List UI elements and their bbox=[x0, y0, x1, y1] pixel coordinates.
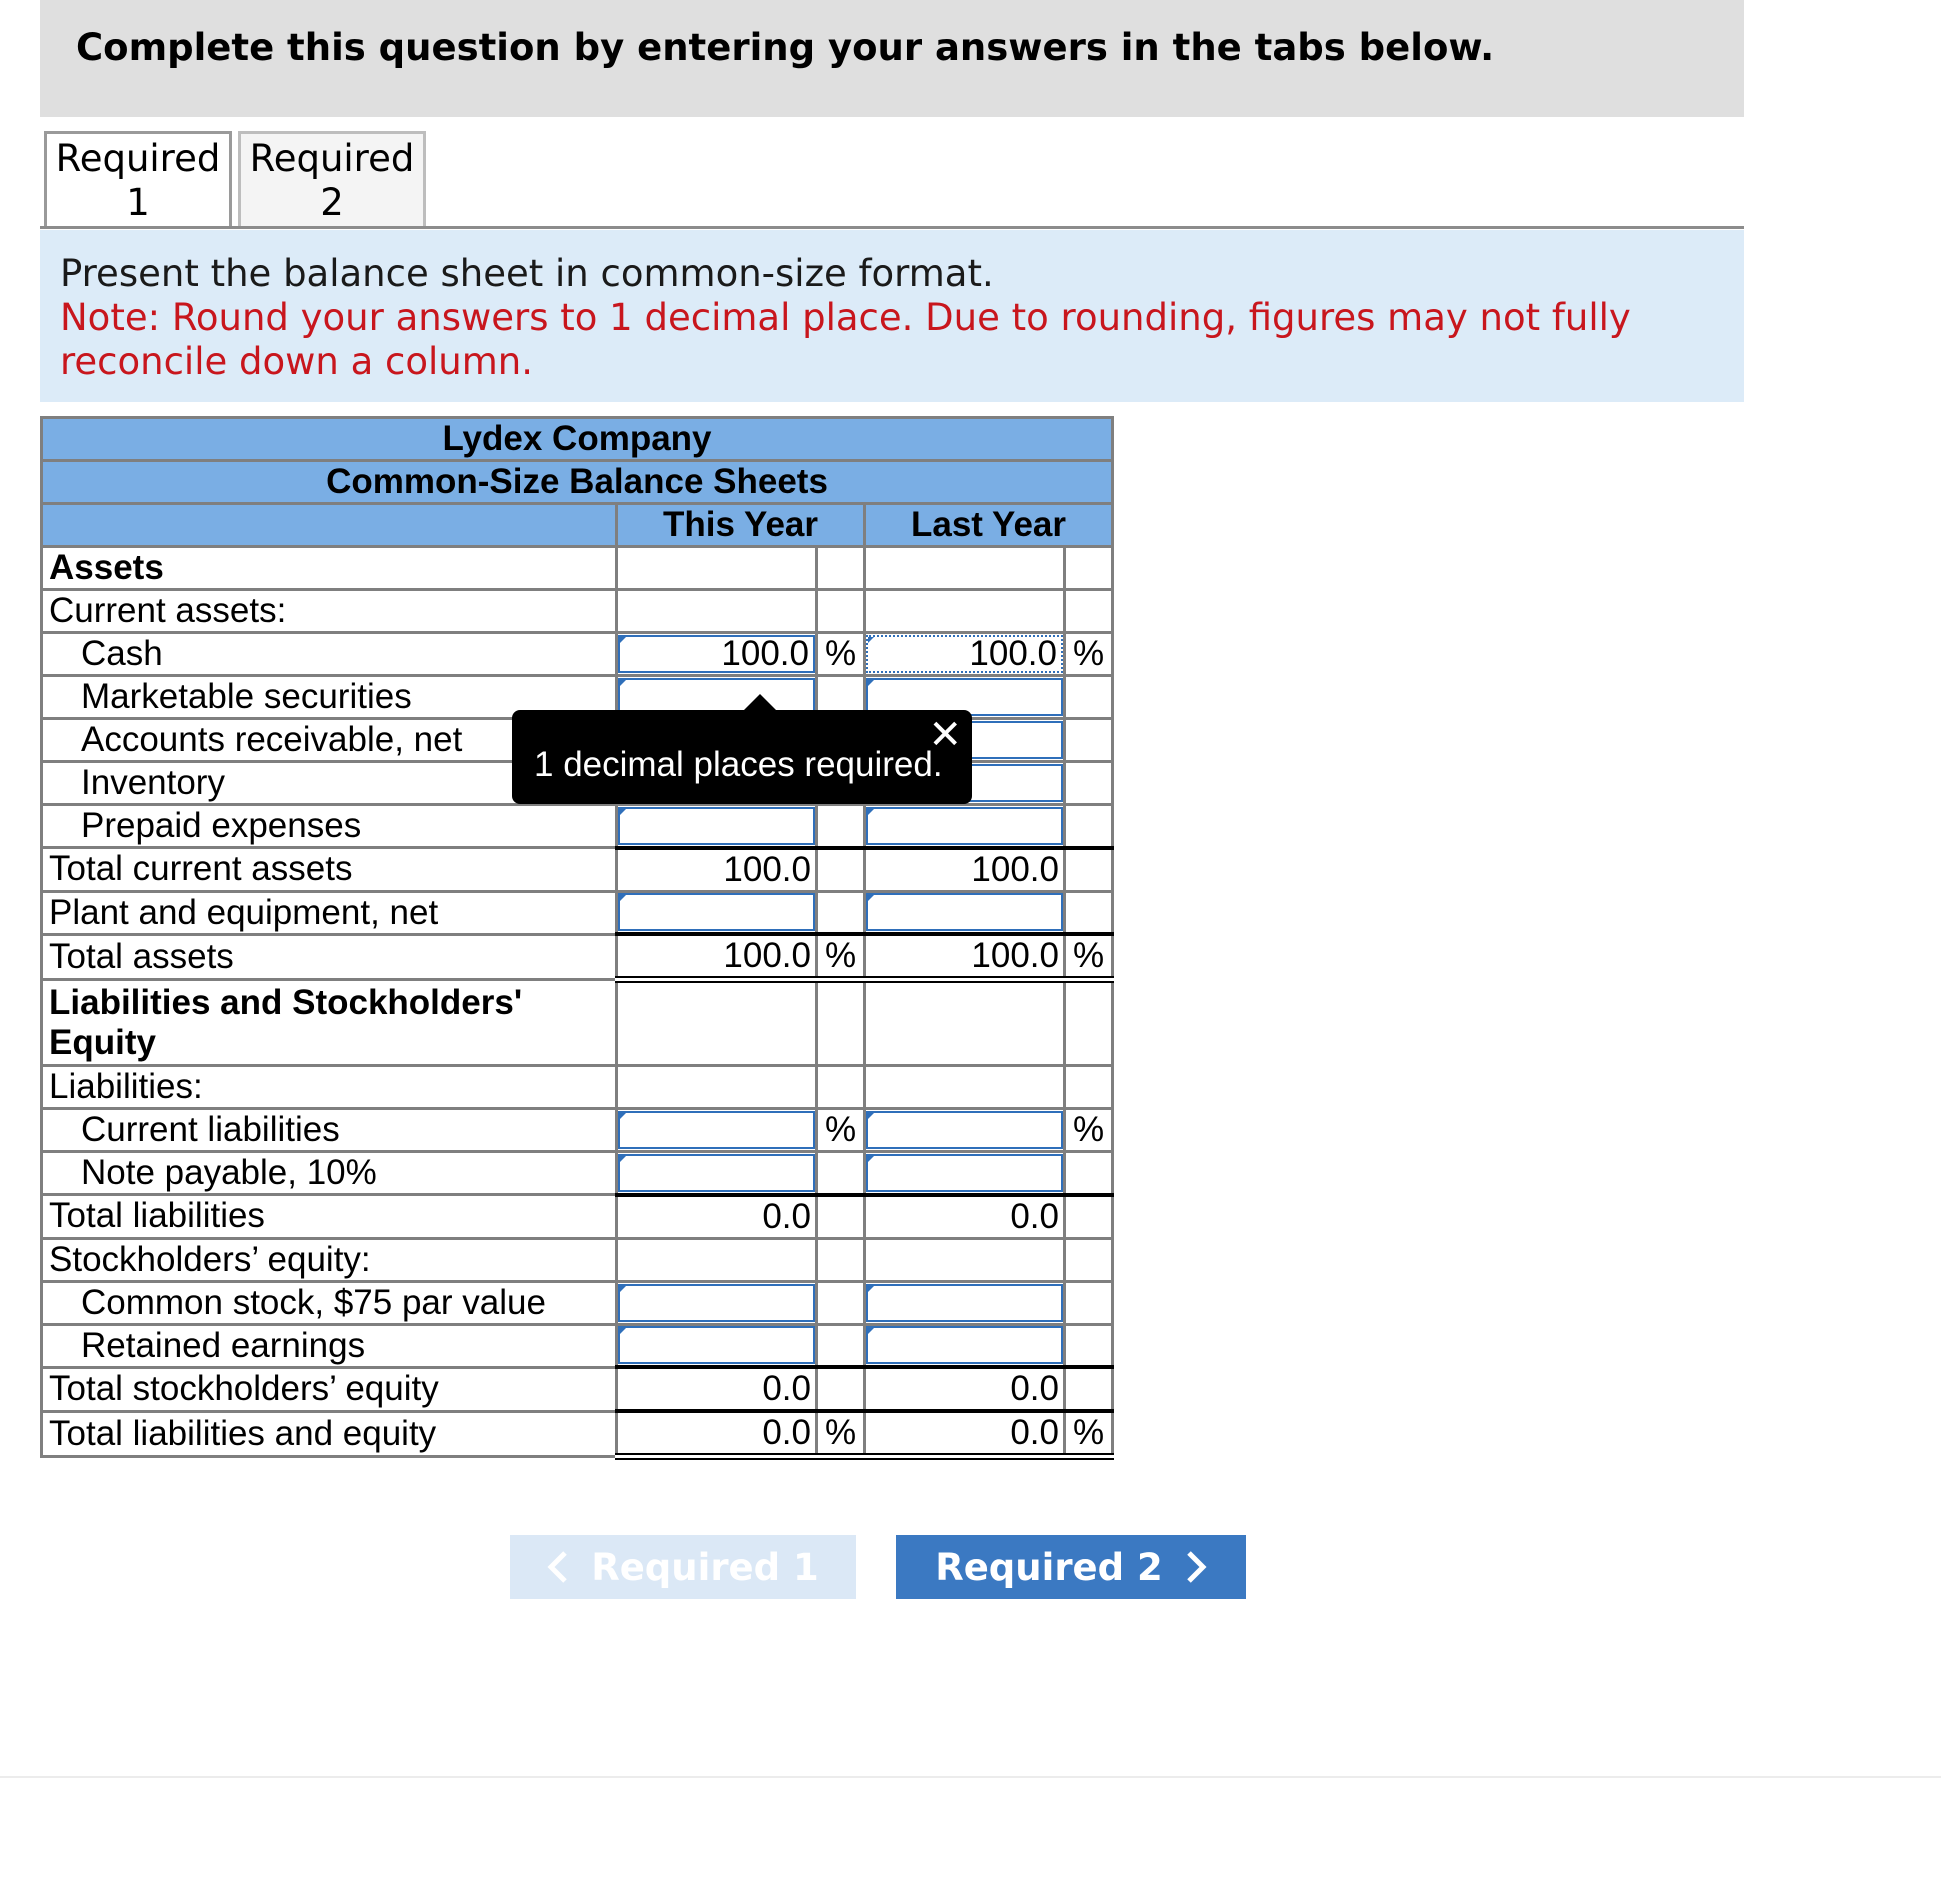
retained-earnings-last-year-input[interactable] bbox=[866, 1326, 1063, 1364]
table-row bbox=[42, 1367, 1113, 1411]
table-header-row bbox=[42, 504, 1113, 547]
statement-title: Common-Size Balance Sheets bbox=[42, 461, 1113, 504]
table-header-row bbox=[42, 461, 1113, 504]
tab-required-2[interactable] bbox=[238, 131, 426, 228]
percent-sign: % bbox=[1065, 934, 1113, 980]
row-label-total-assets: Total assets bbox=[42, 934, 617, 980]
total-assets-last-year: 100.0 bbox=[865, 934, 1065, 980]
percent-sign: % bbox=[817, 1411, 865, 1457]
percent-sign: % bbox=[1065, 1411, 1113, 1457]
percent-sign: % bbox=[1065, 1109, 1113, 1152]
close-icon[interactable]: ✕ bbox=[928, 713, 962, 757]
row-label-liabilities-equity: Liabilities and Stockholders' Equity bbox=[42, 980, 617, 1066]
table-row bbox=[42, 1324, 1113, 1367]
table-row bbox=[42, 1238, 1113, 1281]
tab-required-1-line2: 1 bbox=[126, 181, 150, 224]
table-header-row bbox=[42, 418, 1113, 461]
column-header-this-year: This Year bbox=[617, 504, 865, 547]
total-le-last-year: 0.0 bbox=[865, 1411, 1065, 1457]
row-label-cash: Cash bbox=[42, 633, 617, 676]
cash-last-year-input[interactable]: 100.0 bbox=[866, 635, 1063, 673]
header-blank bbox=[42, 504, 617, 547]
note-payable-last-year-input[interactable] bbox=[866, 1154, 1063, 1192]
table-row bbox=[42, 1109, 1113, 1152]
percent-sign: % bbox=[817, 633, 865, 676]
row-label-total-current-assets: Total current assets bbox=[42, 848, 617, 892]
retained-earnings-this-year-input[interactable] bbox=[618, 1326, 815, 1364]
row-label-stockholders-equity: Stockholders’ equity: bbox=[42, 1238, 617, 1281]
table-row bbox=[42, 1152, 1113, 1195]
table-row bbox=[42, 590, 1113, 633]
plant-equipment-this-year-input[interactable] bbox=[618, 893, 815, 931]
row-label-plant-equipment: Plant and equipment, net bbox=[42, 891, 617, 934]
chevron-right-icon bbox=[1185, 1550, 1207, 1584]
column-header-last-year: Last Year bbox=[865, 504, 1113, 547]
tab-required-2-line2: 2 bbox=[320, 181, 344, 224]
chevron-left-icon bbox=[547, 1550, 569, 1584]
row-label-current-assets: Current assets: bbox=[42, 590, 617, 633]
total-liabilities-last-year: 0.0 bbox=[865, 1195, 1065, 1239]
plant-equipment-last-year-input[interactable] bbox=[866, 893, 1063, 931]
row-label-total-stockholders-equity: Total stockholders’ equity bbox=[42, 1367, 617, 1411]
row-label-prepaid-expenses: Prepaid expenses bbox=[42, 805, 617, 848]
table-row bbox=[42, 805, 1113, 848]
row-label-note-payable: Note payable, 10% bbox=[42, 1152, 617, 1195]
total-se-last-year: 0.0 bbox=[865, 1367, 1065, 1411]
row-label-current-liabilities: Current liabilities bbox=[42, 1109, 617, 1152]
total-current-assets-this-year: 100.0 bbox=[617, 848, 817, 892]
percent-sign: % bbox=[817, 934, 865, 980]
total-le-this-year: 0.0 bbox=[617, 1411, 817, 1457]
page-bottom-divider bbox=[0, 1776, 1941, 1778]
company-name: Lydex Company bbox=[42, 418, 1113, 461]
total-current-assets-last-year: 100.0 bbox=[865, 848, 1065, 892]
row-label-retained-earnings: Retained earnings bbox=[42, 1324, 617, 1367]
table-row bbox=[42, 891, 1113, 934]
prepaid-expenses-last-year-input[interactable] bbox=[866, 807, 1063, 845]
tab-divider bbox=[40, 226, 1744, 229]
previous-button-label: Required 1 bbox=[591, 1545, 819, 1589]
validation-tooltip bbox=[512, 710, 972, 804]
percent-sign: % bbox=[817, 1109, 865, 1152]
row-label-marketable-securities: Marketable securities bbox=[42, 676, 617, 719]
tab-required-1[interactable] bbox=[44, 131, 232, 228]
next-button-label: Required 2 bbox=[935, 1545, 1163, 1589]
prepaid-expenses-this-year-input[interactable] bbox=[618, 807, 815, 845]
table-row bbox=[42, 1411, 1113, 1457]
row-label-assets: Assets bbox=[42, 547, 617, 590]
previous-required-1-button[interactable] bbox=[510, 1535, 856, 1599]
common-stock-last-year-input[interactable] bbox=[866, 1284, 1063, 1322]
tab-required-2-line1: Required bbox=[249, 137, 415, 180]
table-row bbox=[42, 633, 1113, 676]
instruction-text: Present the balance sheet in common-size format. bbox=[60, 252, 994, 295]
tab-bar bbox=[44, 131, 1744, 228]
row-label-total-liabilities: Total liabilities bbox=[42, 1195, 617, 1239]
total-liabilities-this-year: 0.0 bbox=[617, 1195, 817, 1239]
instructions-banner bbox=[40, 0, 1744, 117]
tooltip-text: 1 decimal places required. bbox=[534, 745, 943, 784]
percent-sign: % bbox=[1065, 633, 1113, 676]
total-se-this-year: 0.0 bbox=[617, 1367, 817, 1411]
instructions-panel bbox=[40, 230, 1744, 402]
table-row bbox=[42, 1195, 1113, 1239]
table-row bbox=[42, 848, 1113, 892]
table-row bbox=[42, 980, 1113, 1066]
next-required-2-button[interactable] bbox=[896, 1535, 1246, 1599]
row-label-total-liabilities-equity: Total liabilities and equity bbox=[42, 1411, 617, 1457]
cash-this-year-input[interactable]: 100.0 bbox=[618, 635, 815, 673]
current-liabilities-this-year-input[interactable] bbox=[618, 1111, 815, 1149]
rounding-note: Note: Round your answers to 1 decimal place. Due to rounding, figures may not fully reconcile down a column. bbox=[60, 296, 1631, 383]
total-assets-this-year: 100.0 bbox=[617, 934, 817, 980]
balance-sheet-table bbox=[40, 416, 1114, 1460]
table-row bbox=[42, 934, 1113, 980]
table-row bbox=[42, 1281, 1113, 1324]
common-stock-this-year-input[interactable] bbox=[618, 1284, 815, 1322]
row-label-liabilities: Liabilities: bbox=[42, 1066, 617, 1109]
row-label-accounts-receivable: Accounts receivable, net bbox=[42, 719, 617, 762]
table-row bbox=[42, 1066, 1113, 1109]
table-row bbox=[42, 547, 1113, 590]
tab-required-1-line1: Required bbox=[55, 137, 221, 180]
banner-text: Complete this question by entering your answers in the tabs below. bbox=[76, 26, 1495, 69]
row-label-common-stock: Common stock, $75 par value bbox=[42, 1281, 617, 1324]
current-liabilities-last-year-input[interactable] bbox=[866, 1111, 1063, 1149]
note-payable-this-year-input[interactable] bbox=[618, 1154, 815, 1192]
row-label-inventory: Inventory bbox=[42, 762, 617, 805]
